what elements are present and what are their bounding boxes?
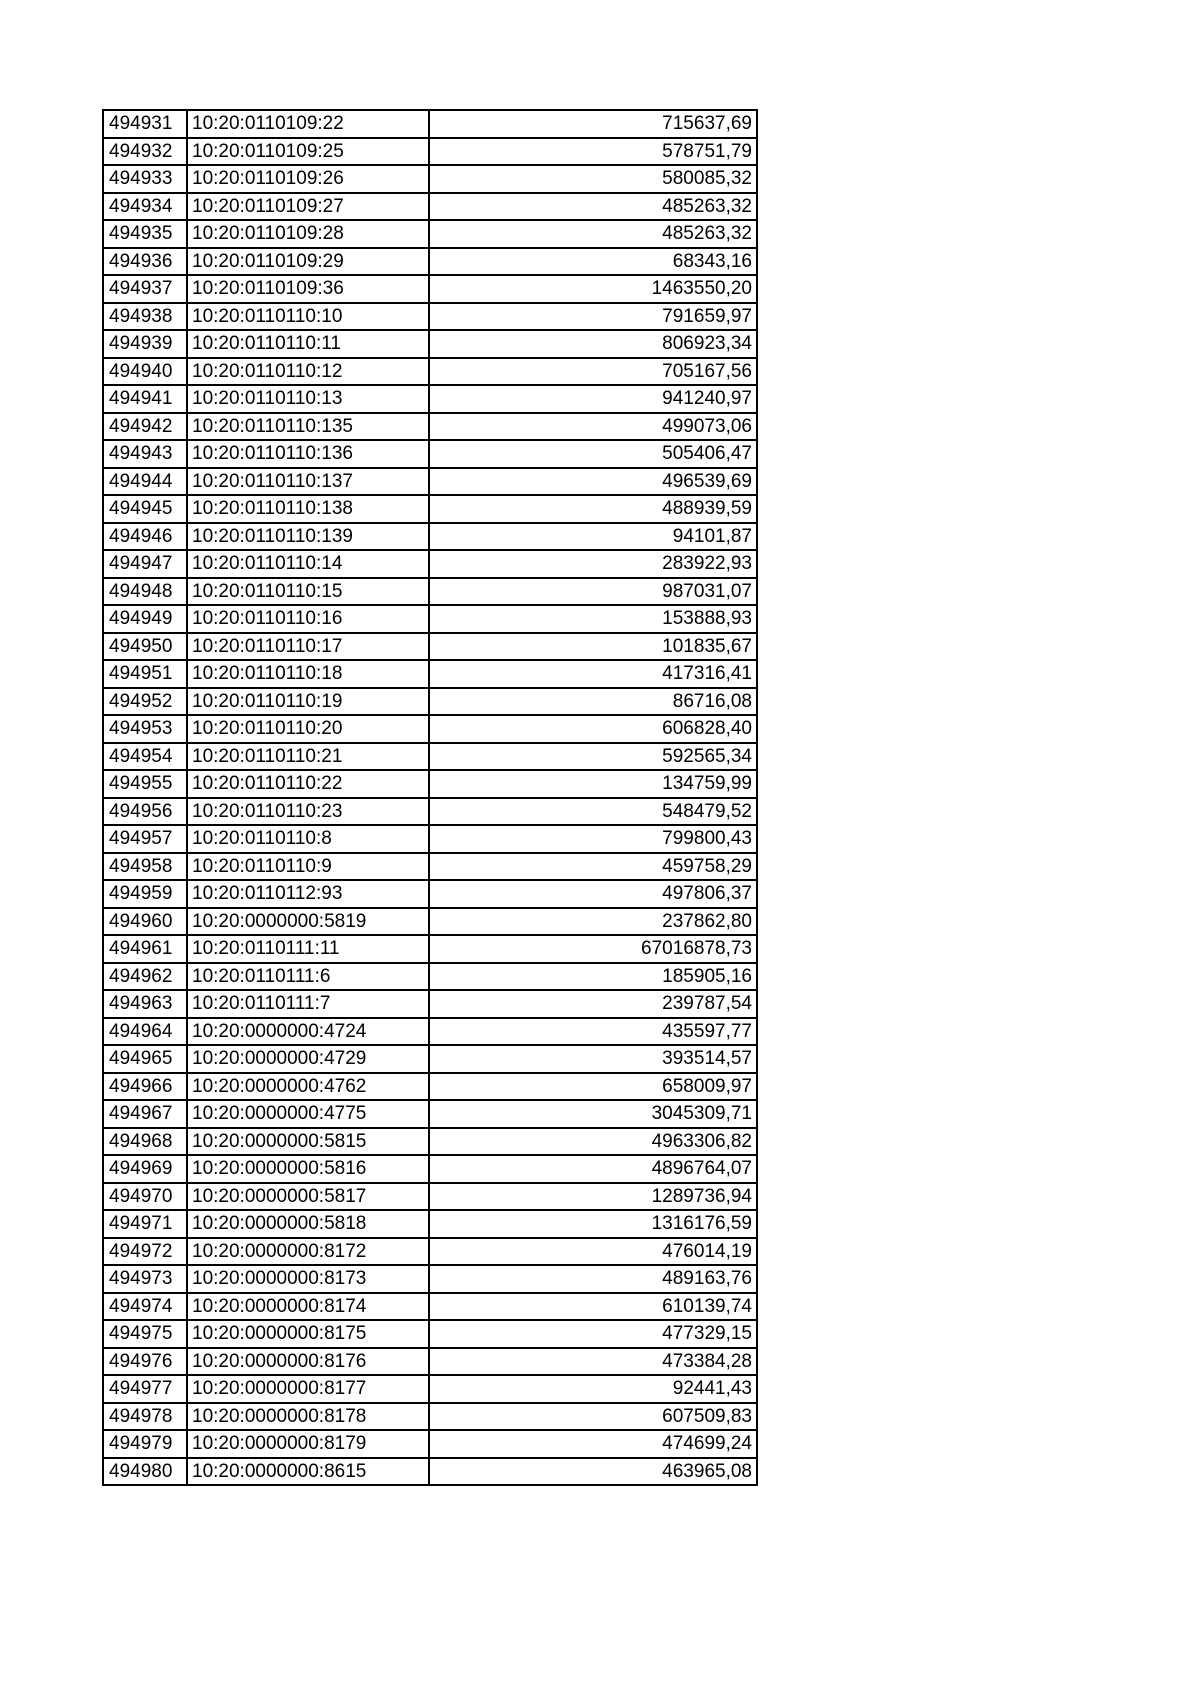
amount-cell: 489163,76 [429,1265,757,1293]
table-row [103,853,757,881]
amount-cell: 1316176,59 [429,1210,757,1238]
cadastral-code-cell: 10:20:0110111:7 [187,990,429,1018]
cadastral-code-cell: 10:20:0000000:4724 [187,1018,429,1046]
cadastral-code-cell: 10:20:0110110:22 [187,770,429,798]
table-row [103,1320,757,1348]
amount-cell: 658009,97 [429,1073,757,1101]
row-id-cell: 494956 [103,798,187,826]
cadastral-code-cell: 10:20:0110110:9 [187,853,429,881]
amount-cell: 101835,67 [429,633,757,661]
row-id-cell: 494933 [103,165,187,193]
amount-cell: 3045309,71 [429,1100,757,1128]
cadastral-code-cell: 10:20:0000000:4729 [187,1045,429,1073]
table-row [103,1403,757,1431]
table-row [103,358,757,386]
row-id-cell: 494958 [103,853,187,881]
cadastral-code-cell: 10:20:0110110:8 [187,825,429,853]
table-row [103,385,757,413]
table-row [103,880,757,908]
cadastral-code-cell: 10:20:0110110:21 [187,743,429,771]
table-row [103,605,757,633]
cadastral-code-cell: 10:20:0110109:27 [187,193,429,221]
amount-cell: 715637,69 [429,110,757,138]
cadastral-code-cell: 10:20:0000000:4775 [187,1100,429,1128]
amount-cell: 607509,83 [429,1403,757,1431]
row-id-cell: 494962 [103,963,187,991]
table-row [103,963,757,991]
amount-cell: 477329,15 [429,1320,757,1348]
row-id-cell: 494938 [103,303,187,331]
cadastral-code-cell: 10:20:0110110:19 [187,688,429,716]
amount-cell: 67016878,73 [429,935,757,963]
table-row [103,468,757,496]
row-id-cell: 494976 [103,1348,187,1376]
amount-cell: 606828,40 [429,715,757,743]
row-id-cell: 494964 [103,1018,187,1046]
row-id-cell: 494965 [103,1045,187,1073]
amount-cell: 1289736,94 [429,1183,757,1211]
cadastral-code-cell: 10:20:0000000:8615 [187,1458,429,1486]
row-id-cell: 494971 [103,1210,187,1238]
row-id-cell: 494957 [103,825,187,853]
row-id-cell: 494954 [103,743,187,771]
row-id-cell: 494931 [103,110,187,138]
row-id-cell: 494963 [103,990,187,1018]
table-row [103,495,757,523]
row-id-cell: 494959 [103,880,187,908]
amount-cell: 435597,77 [429,1018,757,1046]
table-row [103,660,757,688]
cadastral-code-cell: 10:20:0000000:5818 [187,1210,429,1238]
amount-cell: 283922,93 [429,550,757,578]
table-row [103,138,757,166]
row-id-cell: 494946 [103,523,187,551]
cadastral-code-cell: 10:20:0110110:23 [187,798,429,826]
table-row [103,1348,757,1376]
row-id-cell: 494947 [103,550,187,578]
cadastral-code-cell: 10:20:0110111:6 [187,963,429,991]
cadastral-code-cell: 10:20:0000000:8175 [187,1320,429,1348]
data-table-container [102,109,758,1486]
amount-cell: 592565,34 [429,743,757,771]
row-id-cell: 494950 [103,633,187,661]
row-id-cell: 494939 [103,330,187,358]
row-id-cell: 494943 [103,440,187,468]
table-row [103,1018,757,1046]
cadastral-code-cell: 10:20:0110110:20 [187,715,429,743]
table-row [103,330,757,358]
table-row [103,193,757,221]
row-id-cell: 494960 [103,908,187,936]
cadastral-code-cell: 10:20:0110110:136 [187,440,429,468]
cadastral-code-cell: 10:20:0110110:14 [187,550,429,578]
amount-cell: 185905,16 [429,963,757,991]
amount-cell: 94101,87 [429,523,757,551]
table-row [103,908,757,936]
amount-cell: 499073,06 [429,413,757,441]
row-id-cell: 494968 [103,1128,187,1156]
amount-cell: 505406,47 [429,440,757,468]
table-row [103,248,757,276]
amount-cell: 496539,69 [429,468,757,496]
cadastral-code-cell: 10:20:0110110:138 [187,495,429,523]
table-row [103,523,757,551]
amount-cell: 806923,34 [429,330,757,358]
amount-cell: 393514,57 [429,1045,757,1073]
row-id-cell: 494945 [103,495,187,523]
amount-cell: 799800,43 [429,825,757,853]
amount-cell: 578751,79 [429,138,757,166]
table-row [103,1128,757,1156]
table-row [103,990,757,1018]
amount-cell: 86716,08 [429,688,757,716]
cadastral-code-cell: 10:20:0000000:4762 [187,1073,429,1101]
row-id-cell: 494961 [103,935,187,963]
table-row [103,578,757,606]
amount-cell: 705167,56 [429,358,757,386]
cadastral-code-cell: 10:20:0110111:11 [187,935,429,963]
amount-cell: 463965,08 [429,1458,757,1486]
row-id-cell: 494970 [103,1183,187,1211]
row-id-cell: 494948 [103,578,187,606]
row-id-cell: 494966 [103,1073,187,1101]
table-row [103,633,757,661]
row-id-cell: 494941 [103,385,187,413]
table-row [103,1100,757,1128]
data-table [102,109,758,1486]
cadastral-code-cell: 10:20:0110109:26 [187,165,429,193]
row-id-cell: 494978 [103,1403,187,1431]
row-id-cell: 494935 [103,220,187,248]
cadastral-code-cell: 10:20:0110110:139 [187,523,429,551]
table-row [103,743,757,771]
amount-cell: 4896764,07 [429,1155,757,1183]
table-row [103,413,757,441]
amount-cell: 239787,54 [429,990,757,1018]
cadastral-code-cell: 10:20:0110109:36 [187,275,429,303]
amount-cell: 134759,99 [429,770,757,798]
table-row [103,1155,757,1183]
table-row [103,715,757,743]
row-id-cell: 494937 [103,275,187,303]
table-row [103,825,757,853]
row-id-cell: 494940 [103,358,187,386]
cadastral-code-cell: 10:20:0110110:18 [187,660,429,688]
cadastral-code-cell: 10:20:0000000:8173 [187,1265,429,1293]
table-row [103,1238,757,1266]
row-id-cell: 494934 [103,193,187,221]
table-row [103,220,757,248]
cadastral-code-cell: 10:20:0110109:22 [187,110,429,138]
cadastral-code-cell: 10:20:0110110:16 [187,605,429,633]
cadastral-code-cell: 10:20:0000000:8176 [187,1348,429,1376]
cadastral-code-cell: 10:20:0110110:17 [187,633,429,661]
cadastral-code-cell: 10:20:0000000:8179 [187,1430,429,1458]
amount-cell: 474699,24 [429,1430,757,1458]
amount-cell: 791659,97 [429,303,757,331]
row-id-cell: 494951 [103,660,187,688]
cadastral-code-cell: 10:20:0110110:11 [187,330,429,358]
row-id-cell: 494936 [103,248,187,276]
cadastral-code-cell: 10:20:0110110:13 [187,385,429,413]
row-id-cell: 494969 [103,1155,187,1183]
row-id-cell: 494972 [103,1238,187,1266]
amount-cell: 476014,19 [429,1238,757,1266]
row-id-cell: 494980 [103,1458,187,1486]
row-id-cell: 494967 [103,1100,187,1128]
cadastral-code-cell: 10:20:0110110:10 [187,303,429,331]
row-id-cell: 494932 [103,138,187,166]
cadastral-code-cell: 10:20:0110110:12 [187,358,429,386]
amount-cell: 610139,74 [429,1293,757,1321]
table-row [103,935,757,963]
table-row [103,688,757,716]
amount-cell: 485263,32 [429,220,757,248]
amount-cell: 92441,43 [429,1375,757,1403]
amount-cell: 1463550,20 [429,275,757,303]
row-id-cell: 494942 [103,413,187,441]
amount-cell: 417316,41 [429,660,757,688]
table-row [103,1183,757,1211]
row-id-cell: 494949 [103,605,187,633]
row-id-cell: 494977 [103,1375,187,1403]
table-row [103,275,757,303]
cadastral-code-cell: 10:20:0000000:8174 [187,1293,429,1321]
cadastral-code-cell: 10:20:0000000:5815 [187,1128,429,1156]
amount-cell: 548479,52 [429,798,757,826]
table-row [103,110,757,138]
table-row [103,1265,757,1293]
table-row [103,440,757,468]
cadastral-code-cell: 10:20:0110110:15 [187,578,429,606]
amount-cell: 473384,28 [429,1348,757,1376]
row-id-cell: 494952 [103,688,187,716]
amount-cell: 488939,59 [429,495,757,523]
table-row [103,1375,757,1403]
cadastral-code-cell: 10:20:0000000:8172 [187,1238,429,1266]
row-id-cell: 494944 [103,468,187,496]
table-row [103,1073,757,1101]
cadastral-code-cell: 10:20:0110110:137 [187,468,429,496]
table-row [103,798,757,826]
table-row [103,1210,757,1238]
cadastral-code-cell: 10:20:0000000:8177 [187,1375,429,1403]
amount-cell: 68343,16 [429,248,757,276]
row-id-cell: 494953 [103,715,187,743]
row-id-cell: 494974 [103,1293,187,1321]
cadastral-code-cell: 10:20:0110109:28 [187,220,429,248]
amount-cell: 4963306,82 [429,1128,757,1156]
amount-cell: 153888,93 [429,605,757,633]
table-row [103,1293,757,1321]
cadastral-code-cell: 10:20:0000000:5817 [187,1183,429,1211]
table-row [103,303,757,331]
cadastral-code-cell: 10:20:0110109:25 [187,138,429,166]
amount-cell: 485263,32 [429,193,757,221]
cadastral-code-cell: 10:20:0110110:135 [187,413,429,441]
amount-cell: 237862,80 [429,908,757,936]
table-row [103,1430,757,1458]
row-id-cell: 494975 [103,1320,187,1348]
cadastral-code-cell: 10:20:0110112:93 [187,880,429,908]
table-body [103,110,757,1485]
table-row [103,1458,757,1486]
cadastral-code-cell: 10:20:0110109:29 [187,248,429,276]
table-row [103,770,757,798]
amount-cell: 497806,37 [429,880,757,908]
amount-cell: 941240,97 [429,385,757,413]
amount-cell: 459758,29 [429,853,757,881]
amount-cell: 580085,32 [429,165,757,193]
row-id-cell: 494973 [103,1265,187,1293]
row-id-cell: 494955 [103,770,187,798]
table-row [103,1045,757,1073]
cadastral-code-cell: 10:20:0000000:8178 [187,1403,429,1431]
table-row [103,550,757,578]
table-row [103,165,757,193]
cadastral-code-cell: 10:20:0000000:5816 [187,1155,429,1183]
amount-cell: 987031,07 [429,578,757,606]
cadastral-code-cell: 10:20:0000000:5819 [187,908,429,936]
row-id-cell: 494979 [103,1430,187,1458]
